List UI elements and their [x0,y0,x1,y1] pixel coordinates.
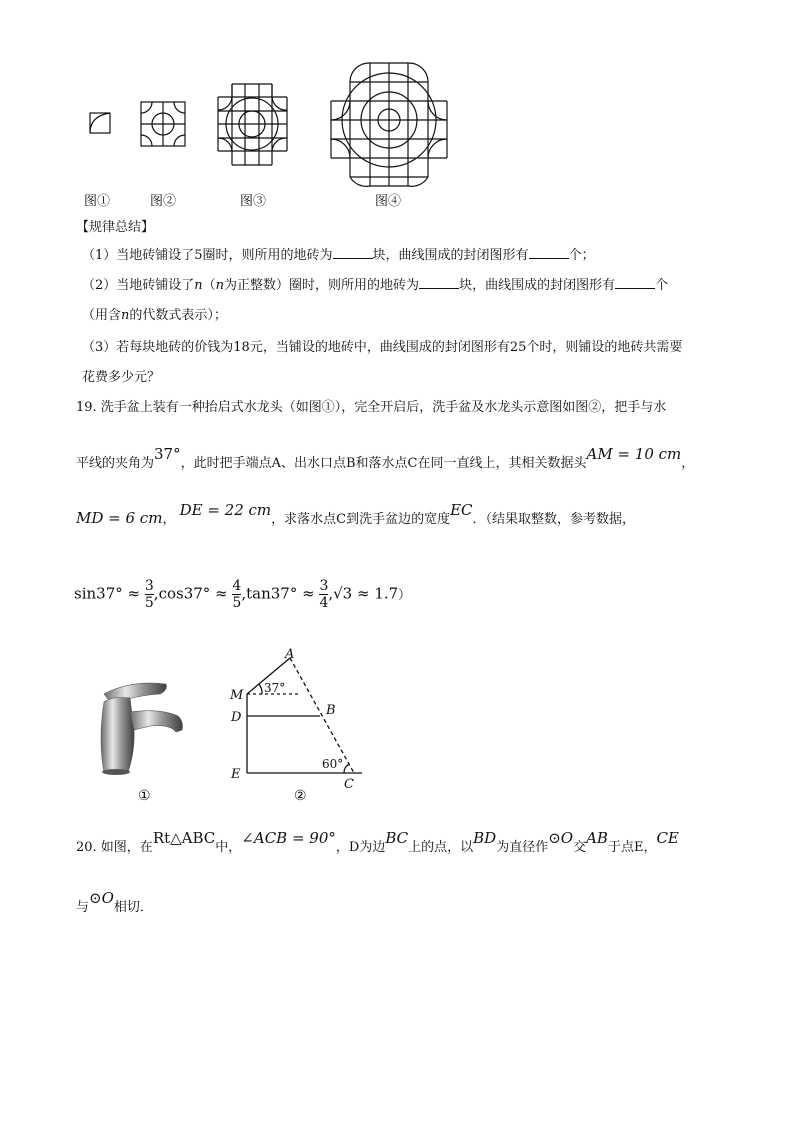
seg-ab: AB [586,829,608,847]
q18-p2-c: 为正整数）圈时，则所用的地砖为 [224,278,420,293]
q18-part3-line2: 花费多少元？ [82,370,161,385]
q18-p2-e: 个 [655,278,669,293]
angle-acb: ∠ACB = 90° [241,829,336,847]
frac-den: 5 [144,595,154,611]
rt-abc: Rt△ABC [152,829,216,847]
angle-label-60: 60° [322,757,344,771]
q19-line3-b: ，求落水点C到洗手盆边的宽度 [271,512,451,527]
figure-label-1: 图① [84,194,111,209]
q20-h: 与 [76,900,90,915]
frac-den: 4 [319,595,329,611]
q20-e: 为直径作 [496,840,549,855]
q19-line3-c: ．（结果取整数，参考数据， [472,512,636,527]
label-m: M [230,688,244,703]
q19-line2-c: ， [681,456,695,471]
q18-part3-line1: （3）若每块地砖的价钱为18元，当铺设的地砖中，曲线围成的封闭图形有25个时，则铺设的地砖共需要 [82,340,683,355]
summary-heading: 【规律总结】 [76,220,155,235]
angle-37: 37° [154,445,181,463]
q20-line2 [76,889,153,918]
circle-o-2: ⊙O [89,889,114,907]
am-value: AM = 10 cm [586,445,682,463]
ref-tan: ,tan37° ≈ [241,584,315,603]
var-n: n [215,278,225,293]
ec-value: EC [450,501,473,519]
label-c: C [344,777,354,792]
ref-sqrt: ,√3 ≈ 1.7 [328,584,399,603]
frac-num: 4 [232,578,242,594]
angle-label-37: 37° [264,681,286,695]
label-e: E [231,767,241,782]
figure-label-3: 图③ [240,194,267,209]
ref-cos: ,cos37° ≈ [153,584,228,603]
q18-p2-d: 块，曲线围成的封闭图形有 [459,278,616,293]
seg-bc: BC [385,829,409,847]
q18-p1-c: 个； [568,248,595,263]
q19-line1: 19. 洗手盆上装有一种抬启式水龙头（如图①），完全开启后，洗手盆及水龙头示意图如图②，把手与水 [76,400,667,415]
q20-a: 20. 如图，在 [76,840,153,855]
q18-p2-b: （ [202,278,216,293]
q18-p2-a: （2）当地砖铺设了 [82,278,195,293]
ref-close: ） [398,587,411,602]
q18-p2-f-b: 的代数式表示）； [129,308,227,323]
q20-c: ，D为边 [335,840,386,855]
q19-line2-b: ，此时把手端点A、出水口点B和落水点C在同一直线上，其相关数据头 [180,456,587,471]
label-a: A [285,647,295,662]
frac-num: 3 [144,578,154,594]
frac-num: 3 [319,578,329,594]
q19-line3-a: ， [162,512,176,527]
q19-line2-a: 平线的夹角为 [76,456,155,471]
figure-label-2: 图② [150,194,177,209]
circle-o-1: ⊙O [548,829,574,847]
q18-p1-b: 块，曲线围成的封闭图形有 [372,248,529,263]
figure-label-4: 图④ [375,194,402,209]
q20-g: 于点E， [607,840,657,855]
q20-f: 交 [573,840,587,855]
faucet-figure-label: ① [138,788,151,804]
angle-arc-60 [344,764,349,773]
frac-den: 5 [232,595,242,611]
seg-bd: BD [473,829,497,847]
seg-ce: CE [656,829,679,847]
q20-d: 上的点，以 [408,840,474,855]
q20-b: 中， [215,840,242,855]
q18-p2-f-a: （用含 [82,308,122,323]
q20-i: 相切． [113,900,153,915]
q20-line1 [76,829,679,858]
diagram-figure-label: ② [294,788,307,804]
label-b: B [326,703,336,718]
angle-arc-37 [259,684,262,694]
q18-p1-a: （1）当地砖铺设了5圈时，则所用的地砖为 [82,248,333,263]
var-n: n [194,278,203,293]
ref-sin: sin37° ≈ [74,584,141,603]
de-value: DE = 22 cm [179,501,272,519]
var-n: n [121,308,130,323]
label-d: D [231,710,242,725]
md-value: MD = 6 cm [76,509,163,527]
